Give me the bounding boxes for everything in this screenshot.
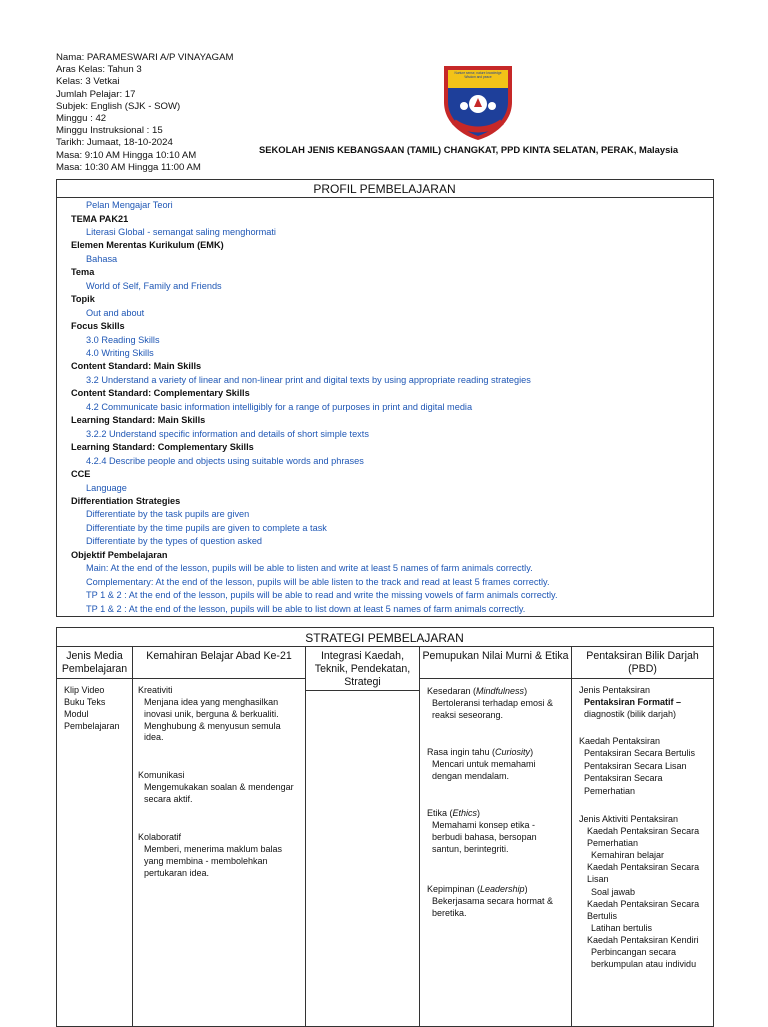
col-divider-3 — [419, 646, 420, 1027]
profil-first-value: Pelan Mengajar Teori — [86, 200, 173, 210]
col-divider-2 — [305, 646, 306, 1027]
pbd-aktiviti-item: berkumpulan atau individu — [591, 959, 697, 970]
header-line: Masa: 10:30 AM Hingga 11:00 AM — [56, 161, 201, 173]
pbd-aktiviti-item: Bertulis — [587, 910, 618, 921]
header-line: Jumlah Pelajar: 17 — [56, 88, 136, 100]
pbd-jenis-rest: diagnostik (bilik darjah) — [584, 709, 677, 719]
pbd-aktiviti-label: Jenis Aktiviti Pentaksiran — [579, 814, 679, 824]
school-name: SEKOLAH JENIS KEBANGSAAN (TAMIL) CHANGKAT, PPD KINTA SELATAN, PERAK, Malaysia — [259, 144, 679, 155]
pbd-aktiviti-item: Kaedah Pentaksiran Secara — [587, 826, 700, 836]
profil-value: TP 1 & 2 : At the end of the lesson, pupils will be able to list down at least 5 names of farm animals correctly. — [86, 603, 526, 614]
profil-value: Bahasa — [86, 253, 118, 264]
pbd-aktiviti-item: Kaedah Pentaksiran Secara — [587, 862, 700, 873]
pbd-aktiviti-item: Perbincangan secara — [591, 947, 677, 957]
profil-value: 3.2.2 Understand specific information and details of short simple texts — [86, 428, 369, 439]
abad-description: Mengemukakan soalan & mendengar secara aktif. — [144, 782, 294, 804]
profil-label: Learning Standard: Complementary Skills — [71, 442, 254, 453]
abad-description: Menjana idea yang menghasilkan inovasi unik, berguna & berkualiti. Menghubung & menyusun semula idea. — [144, 697, 281, 743]
header-line: Aras Kelas: Tahun 3 — [56, 64, 142, 76]
header-line: Minggu : 42 — [56, 113, 107, 124]
profil-label: Differentiation Strategies — [71, 495, 181, 506]
media-item: Modul — [64, 709, 89, 719]
abad-heading: Komunikasi — [138, 770, 185, 780]
col-head-media: Jenis Media Pembelajaran — [61, 650, 128, 675]
school-logo — [440, 62, 516, 142]
header-line: Nama: PARAMESWARI A/P VINAYAGAM — [56, 52, 234, 63]
profil-label: Topik — [71, 294, 95, 305]
col-head-integrasi: Integrasi Kaedah, Teknik, Pendekatan, Strategi — [314, 650, 411, 688]
profil-label: Tema — [71, 267, 95, 278]
pbd-aktiviti-item: Latihan bertulis — [591, 922, 653, 933]
logo-motto: Nurture sense, nature knowledge Wisdom and peace — [454, 71, 502, 79]
strategi-title: STRATEGI PEMBELAJARAN — [305, 631, 464, 645]
pbd-aktiviti-item: Kemahiran belajar — [591, 850, 665, 861]
profil-value: TP 1 & 2 : At the end of the lesson, pupils will be able to read and write the missing vowels of farm animals correctly. — [86, 590, 558, 601]
profil-label: Elemen Merentas Kurikulum (EMK) — [71, 240, 224, 251]
strategi-title-divider — [56, 646, 714, 647]
profil-value: 4.0 Writing Skills — [86, 348, 154, 358]
profil-value: World of Self, Family and Friends — [86, 280, 222, 291]
abad-heading: Kolaboratif — [138, 832, 182, 842]
profil-label: Content Standard: Complementary Skills — [71, 388, 250, 399]
nilai-description: Bertoleransi terhadap emosi & reaksi seseorang. — [432, 698, 554, 720]
abad-description: Memberi, menerima maklum balas yang membina - membolehkan pertukaran idea. — [144, 844, 283, 878]
col-head-border-3 — [305, 690, 420, 691]
profil-value: Differentiate by the time pupils are given to complete a task — [86, 522, 327, 533]
pbd-jenis-label: Jenis Pentaksiran — [579, 685, 651, 695]
media-item: Klip Video — [64, 685, 105, 695]
nilai-description: Bekerjasama secara hormat & beretika. — [432, 896, 554, 918]
nilai-description: Mencari untuk memahami dengan mendalam. — [432, 759, 536, 781]
profil-title-divider — [56, 197, 714, 198]
nilai-description: Memahami konsep etika - berbudi bahasa, bersopan santun, berintegriti. — [432, 820, 537, 854]
col-divider-1 — [132, 646, 133, 1027]
col-divider-4 — [571, 646, 572, 1027]
profil-title: PROFIL PEMBELAJARAN — [313, 182, 456, 196]
col-head-border-5 — [571, 678, 714, 679]
col-head-abad: Kemahiran Belajar Abad Ke-21 — [146, 650, 292, 662]
profil-label: Objektif Pembelajaran — [71, 549, 168, 560]
pbd-aktiviti-item: Pemerhatian — [587, 838, 639, 849]
header-line: Subjek: English (SJK - SOW) — [56, 100, 181, 112]
media-item: Pembelajaran — [64, 721, 120, 731]
header-line: Kelas: 3 Vetkai — [56, 76, 120, 88]
header-line: Minggu Instruksional : 15 — [56, 125, 163, 137]
nilai-heading: Kepimpinan (Leadership) — [427, 884, 528, 894]
header-line: Masa: 9:10 AM Hingga 10:10 AM — [56, 149, 197, 161]
col-head-pbd: Pentaksiran Bilik Darjah (PBD) — [586, 650, 699, 675]
profil-value: Complementary: At the end of the lesson, pupils will be able listen to the track and read at least 5 frames correctly. — [86, 576, 550, 587]
profil-value: Out and about — [86, 307, 145, 318]
profil-value: Differentiate by the types of question asked — [86, 536, 263, 547]
col-head-nilai: Pemupukan Nilai Murni & Etika — [422, 650, 569, 662]
col-head-border-1 — [56, 678, 133, 679]
pbd-kaedah-label: Kaedah Pentaksiran — [579, 736, 661, 746]
profil-value: Literasi Global - semangat saling menghormati — [86, 226, 276, 237]
abad-heading: Kreativiti — [138, 685, 173, 695]
nilai-heading: Rasa ingin tahu (Curiosity) — [427, 747, 534, 757]
profil-value: Language — [86, 482, 127, 493]
profil-label: Focus Skills — [71, 321, 125, 332]
pbd-aktiviti-item: Kaedah Pentaksiran Secara — [587, 898, 700, 909]
profil-label: Learning Standard: Main Skills — [71, 415, 206, 426]
profil-label: TEMA PAK21 — [71, 213, 129, 224]
pbd-aktiviti-item: Lisan — [587, 874, 609, 885]
media-item: Buku Teks — [64, 697, 106, 707]
col-head-border-4 — [419, 678, 572, 679]
profil-value: 4.2 Communicate basic information intelligibly for a range of purposes in print and digital media — [86, 401, 473, 412]
pbd-kaedah-item: Pentaksiran Secara Bertulis — [584, 748, 696, 758]
profil-value: 3.2 Understand a variety of linear and non-linear print and digital texts by using appropriate reading strategies — [86, 374, 531, 385]
nilai-heading: Kesedaran (Mindfulness) — [427, 686, 528, 696]
nilai-heading: Etika (Ethics) — [427, 808, 481, 818]
pbd-aktiviti-item: Kaedah Pentaksiran Kendiri — [587, 934, 699, 945]
profil-label: Content Standard: Main Skills — [71, 361, 202, 372]
profil-value: 3.0 Reading Skills — [86, 334, 160, 345]
header-line: Tarikh: Jumaat, 18-10-2024 — [56, 137, 173, 149]
profil-value: Differentiate by the task pupils are given — [86, 509, 250, 520]
pbd-kaedah-item: Pemerhatian — [584, 785, 636, 796]
profil-value: Main: At the end of the lesson, pupils will be able to listen and write at least 5 names of farm animals correctly. — [86, 563, 533, 574]
col-head-border-2 — [132, 678, 306, 679]
pbd-kaedah-item: Pentaksiran Secara — [584, 773, 663, 783]
pbd-jenis-formatif: Pentaksiran Formatif – — [584, 697, 682, 707]
profil-value: 4.2.4 Describe people and objects using suitable words and phrases — [86, 455, 364, 466]
pbd-kaedah-item: Pentaksiran Secara Lisan — [584, 760, 687, 771]
pbd-aktiviti-item: Soal jawab — [591, 886, 636, 897]
profil-label: CCE — [71, 469, 91, 480]
